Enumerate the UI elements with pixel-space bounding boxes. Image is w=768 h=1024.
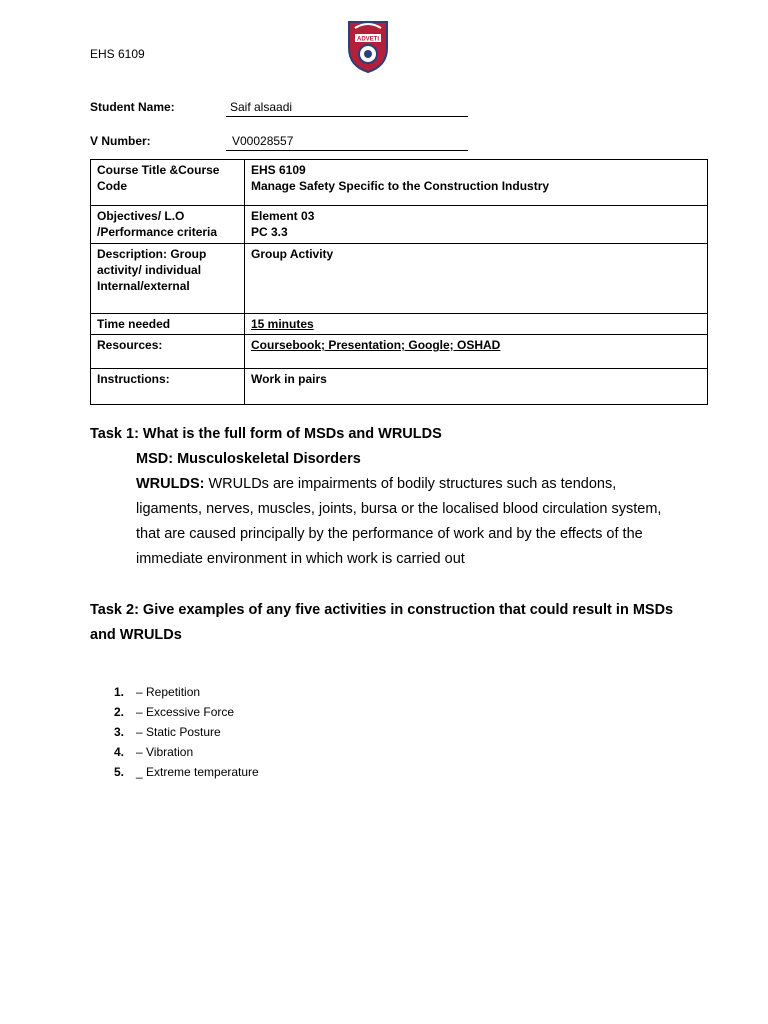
wrulds-text: WRULDs are impairments of bodily structures such as tendons, ligaments, nerves, muscles, joints, bursa or the localised blood circulation system, that are caused principally by the performance of work and by the effects of the immediate environment in which work is carried out — [136, 476, 662, 567]
task1-question: Task 1: What is the full form of MSDs and WRULDS — [90, 426, 442, 442]
time-needed-label: Time needed — [91, 314, 245, 335]
course-code-value: EHS 6109 — [251, 163, 306, 177]
list-item: 3. – Static Posture — [114, 725, 221, 739]
resources-label: Resources: — [91, 335, 245, 369]
course-title-value — [245, 160, 708, 206]
svg-text:ADVETI: ADVETI — [356, 36, 380, 43]
task2-question: Task 2: Give examples of any five activities in construction that could result in MSDs and WRULDs — [90, 602, 674, 643]
adveti-logo — [345, 18, 391, 74]
objectives-label: Objectives/ L.O /Performance criteria — [91, 206, 245, 244]
student-name-value: Saif alsaadi — [230, 100, 293, 114]
table-row — [91, 314, 708, 335]
table-row — [91, 244, 708, 314]
pc-value: PC 3.3 — [251, 225, 288, 239]
course-info-table — [90, 159, 708, 405]
list-item: 5. _ Extreme temperature — [114, 765, 259, 779]
time-needed-value: 15 minutes — [245, 314, 708, 335]
resources-value: Coursebook; Presentation; Google; OSHAD — [245, 335, 708, 369]
table-row — [91, 335, 708, 369]
course-title-label: Course Title &Course Code — [91, 160, 245, 206]
vnumber-label: V Number: — [90, 134, 151, 148]
description-value: Group Activity — [245, 244, 708, 314]
table-row — [91, 206, 708, 244]
course-title-text: Manage Safety Specific to the Construction Industry — [251, 179, 550, 193]
activities-list — [114, 682, 259, 782]
instructions-value: Work in pairs — [245, 369, 708, 405]
vnumber-value: V00028557 — [232, 134, 294, 148]
objectives-value — [245, 206, 708, 244]
wrulds-definition — [136, 472, 676, 572]
description-label: Description: Group activity/ individual Internal/external — [91, 244, 245, 314]
list-item: 1. – Repetition — [114, 685, 201, 699]
wrulds-label: WRULDS: — [136, 476, 205, 492]
vnumber-field — [226, 134, 468, 151]
msd-definition: MSD: Musculoskeletal Disorders — [136, 451, 361, 467]
shield-icon — [345, 18, 391, 74]
student-name-field — [226, 100, 468, 117]
list-item: 4. – Vibration — [114, 745, 194, 759]
table-row — [91, 369, 708, 405]
course-code-header: EHS 6109 — [90, 47, 145, 61]
student-name-label: Student Name: — [90, 100, 175, 114]
table-row — [91, 160, 708, 206]
element-value: Element 03 — [251, 209, 315, 223]
list-item: 2. – Excessive Force — [114, 705, 235, 719]
instructions-label: Instructions: — [91, 369, 245, 405]
